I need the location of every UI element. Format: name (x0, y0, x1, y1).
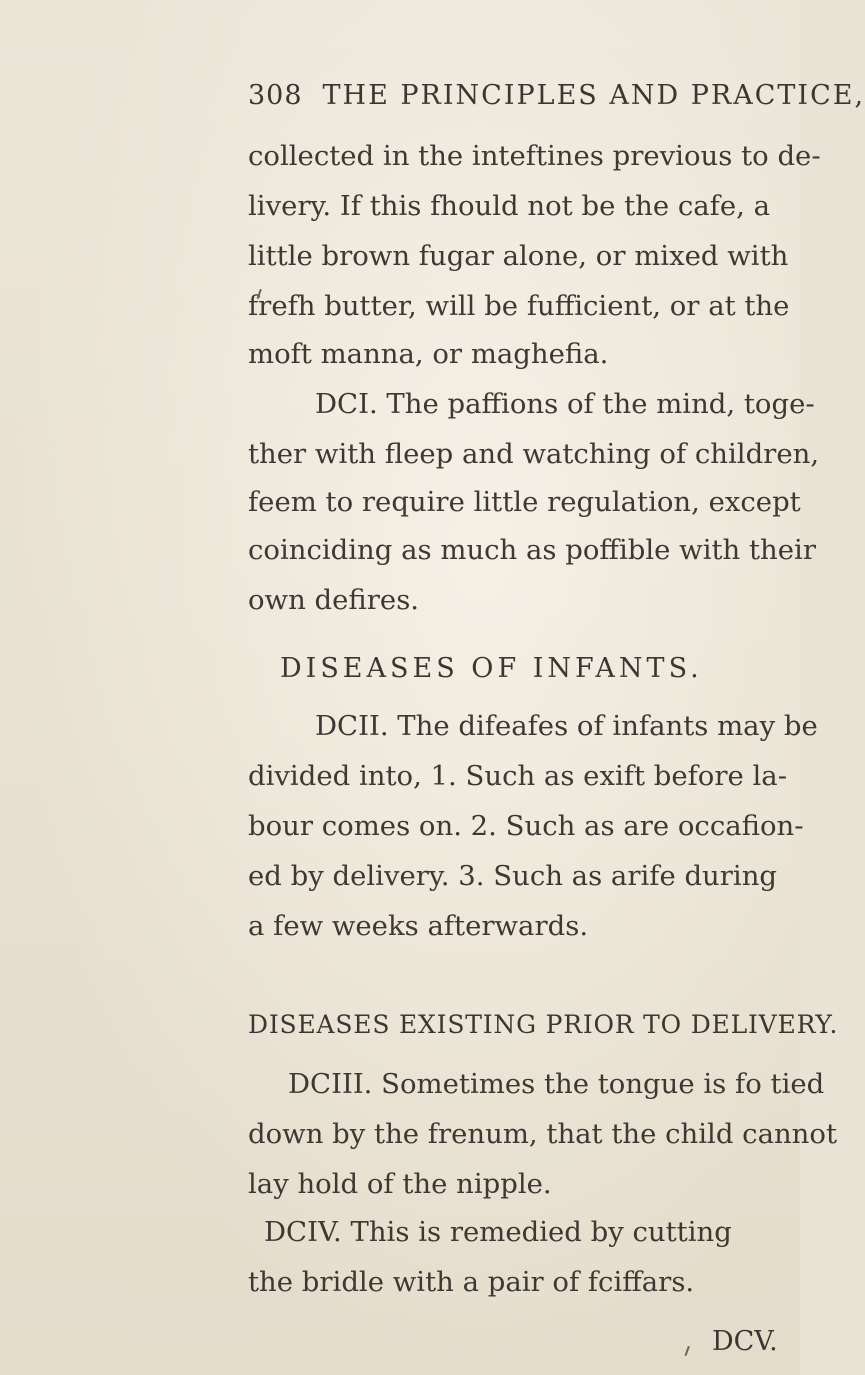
text-line: ther with fleep and watching of children, (248, 438, 820, 470)
text-line: coinciding as much as poffible with their (248, 534, 816, 566)
running-title: THE PRINCIPLES AND PRACTICE, (322, 80, 865, 111)
text-line: lay hold of the nipple. (248, 1168, 552, 1200)
text-line: own defires. (248, 584, 420, 616)
text-line: livery. If this fhould not be the cafe, a (248, 190, 770, 222)
text-line: little brown fugar alone, or mixed with (248, 240, 789, 272)
text-line: frefh butter, will be fufficient, or at the (248, 290, 790, 322)
text-line: the bridle with a pair of fciffars. (248, 1266, 695, 1298)
catchword: DCV. (712, 1326, 778, 1357)
text-line: bour comes on. 2. Such as are occafion- (248, 810, 804, 842)
page-number: 308 (248, 80, 303, 111)
section-heading-diseases-prior-to-delivery: DISEASES EXISTING PRIOR TO DELIVERY. (248, 1010, 839, 1039)
text-line: DCIV. This is remedied by cutting (264, 1216, 732, 1248)
text-line: moft manna, or maghefia. (248, 338, 609, 370)
text-line: a few weeks afterwards. (248, 910, 589, 942)
text-line: divided into, 1. Such as exift before la- (248, 760, 787, 792)
text-line: collected in the inteftines previous to de- (248, 140, 821, 172)
running-head (248, 80, 865, 111)
text-line: feem to require little regulation, except (248, 486, 801, 518)
text-line: DCII. The difeafes of infants may be (315, 710, 818, 742)
text-line: ed by delivery. 3. Such as arife during (248, 860, 778, 892)
text-line: down by the frenum, that the child cannot (248, 1118, 837, 1150)
text-line: DCIII. Sometimes the tongue is fo tied (288, 1068, 825, 1100)
section-heading-diseases-of-infants: DISEASES OF INFANTS. (280, 653, 703, 684)
text-line: DCI. The paffions of the mind, toge- (315, 388, 815, 420)
paper-blemish (685, 1346, 696, 1358)
